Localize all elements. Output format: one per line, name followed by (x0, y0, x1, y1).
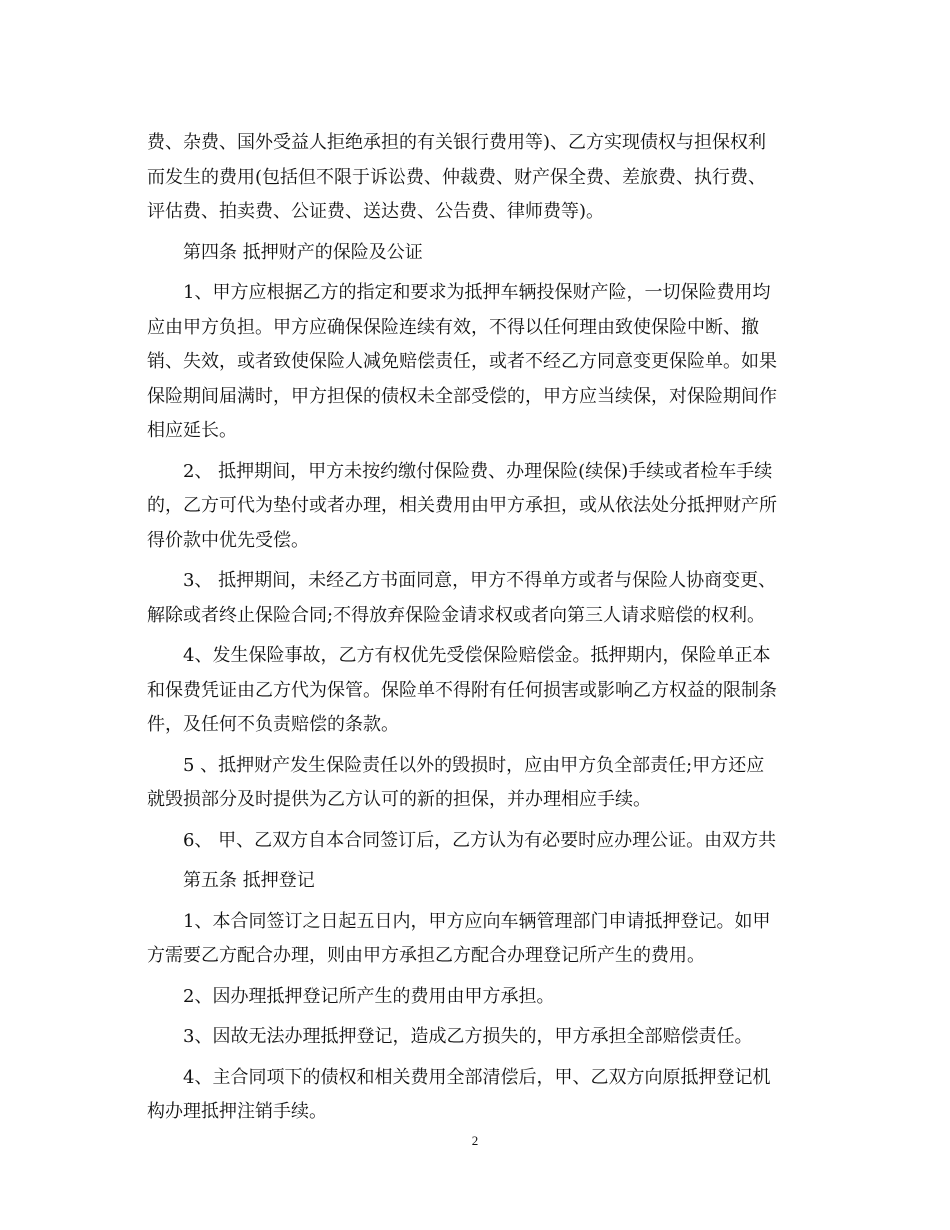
paragraph (147, 455, 797, 559)
section-heading: 第五条 抵押登记 (183, 870, 315, 891)
paragraph-line: 2、 抵押期间，甲方未按约缴付保险费、办理保险(续保)手续或者检车手续 (183, 460, 773, 482)
paragraph-line: 就毁损部分及时提供为乙方认可的新的担保，并办理相应手续。 (147, 789, 651, 810)
paragraph-line: 1、本合同签订之日起五日内，甲方应向车辆管理部门申请抵押登记。如甲 (183, 910, 771, 932)
paragraph-line: 得价款中优先受偿。 (147, 529, 309, 551)
paragraph-line: 评估费、拍卖费、公证费、送达费、公告费、律师费等)。 (147, 201, 605, 222)
page-number: 2 (471, 1133, 479, 1148)
paragraph-line: 解除或者终止保险合同;不得放弃保险金请求权或者向第三人请求赔偿的权利。 (147, 604, 766, 626)
paragraph-line: 销、失效，或者致使保险人减免赔偿责任，或者不经乙方同意变更保险单。如果 (147, 351, 777, 372)
paragraph (147, 1020, 797, 1055)
paragraph-line: 3、因故无法办理抵押登记，造成乙方损失的，甲方承担全部赔偿责任。 (183, 1026, 753, 1047)
paragraph-line: 3、 抵押期间，未经乙方书面同意，甲方不得单方或者与保险人协商变更、 (183, 570, 777, 591)
document-body (147, 126, 797, 1136)
paragraph-line: 和保费凭证由乙方代为保管。保险单不得附有任何损害或影响乙方权益的限制条 (147, 679, 777, 701)
paragraph-line: 的，乙方可代为垫付或者办理，相关费用由甲方承担，或从依法处分抵押财产所 (147, 495, 777, 516)
paragraph-line: 1、甲方应根据乙方的指定和要求为抵押车辆投保财产险，一切保险费用均 (183, 282, 771, 303)
paragraph-line: 5 、抵押财产发生保险责任以外的毁损时，应由甲方负全部责任;甲方还应 (183, 754, 765, 776)
paragraph (147, 639, 797, 743)
paragraph-line: 6、 甲、乙双方自本合同签订后，乙方认为有必要时应办理公证。由双方共 (183, 829, 777, 851)
paragraph-line: 4、发生保险事故，乙方有权优先受偿保险赔偿金。抵押期内，保险单正本 (183, 645, 771, 666)
paragraph (147, 564, 797, 633)
paragraph-line: 件，及任何不负责赔偿的条款。 (147, 714, 399, 735)
paragraph-line: 保险期间届满时，甲方担保的债权未全部受偿的，甲方应当续保，对保险期间作 (147, 385, 777, 407)
paragraph (147, 1061, 797, 1130)
paragraph (147, 824, 797, 859)
paragraph (147, 905, 797, 974)
section-heading: 第四条 抵押财产的保险及公证 (183, 241, 423, 263)
paragraph-line: 应由甲方负担。甲方应确保保险连续有效，不得以任何理由致使保险中断、撤 (147, 316, 759, 338)
paragraph-line: 方需要乙方配合办理，则由甲方承担乙方配合办理登记所产生的费用。 (147, 945, 705, 966)
paragraph-line: 相应延长。 (147, 420, 237, 441)
paragraph (147, 276, 797, 449)
paragraph-line: 而发生的费用(包括但不限于诉讼费、仲裁费、财产保全费、差旅费、执行费、 (147, 166, 767, 188)
paragraph (147, 749, 797, 818)
paragraph (147, 980, 797, 1015)
paragraph-line: 4、主合同项下的债权和相关费用全部清偿后，甲、乙双方向原抵押登记机 (183, 1066, 771, 1088)
paragraph-line: 2、因办理抵押登记所产生的费用由甲方承担。 (183, 985, 555, 1007)
paragraph (147, 126, 797, 230)
paragraph-line: 构办理抵押注销手续。 (147, 1101, 327, 1122)
paragraph-line: 费、杂费、国外受益人拒绝承担的有关银行费用等)、乙方实现债权与担保权利 (147, 132, 767, 153)
